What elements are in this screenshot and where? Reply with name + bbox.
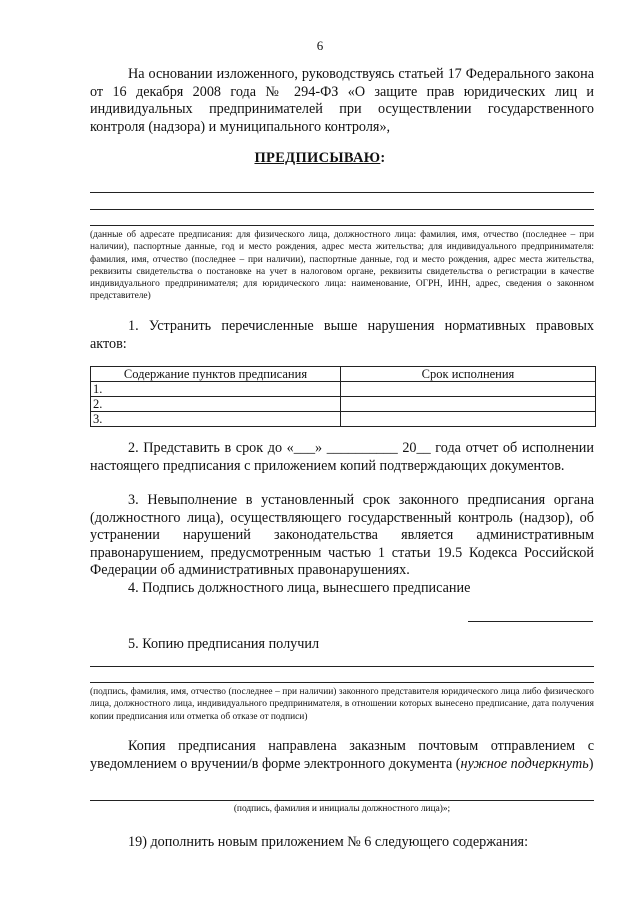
item-19: 19) дополнить новым приложением № 6 следующего содержания:	[128, 834, 529, 850]
heading-colon: :	[380, 150, 386, 166]
recipient-note: (подпись, фамилия, имя, отчество (последнее – при наличии) законного представителя юридического лица либо физического лица, должностного лица, индивидуального предпринимателя, в отношении которых вынесено предписание, дата получения копии предписания или отметка об отказе от подписи)	[90, 687, 594, 722]
table-cell	[340, 397, 595, 412]
table-cell: 3.	[91, 412, 341, 427]
recipient-line-1	[90, 666, 594, 667]
item-5: 5. Копию предписания получил	[128, 636, 320, 652]
table-header-deadline: Срок исполнения	[340, 367, 595, 382]
copy-sent-close: )	[588, 755, 594, 772]
copy-sent-emphasis: нужное подчеркнуть	[460, 755, 589, 772]
page-number: 6	[316, 38, 324, 53]
item-1: 1. Устранить перечисленные выше нарушения нормативных правовых актов:	[90, 318, 594, 352]
table-row	[91, 382, 596, 397]
intro-paragraph: На основании изложенного, руководствуясь статьей 17 Федерального закона от 16 декабря 2008 года № 294-ФЗ «О защите прав юридических лиц и индивидуальных предпринимателей при осуществлении государственного контроля (надзора) и муниципального контроля»,	[90, 66, 594, 135]
prescription-table	[90, 366, 596, 427]
addressee-line-2	[90, 209, 594, 210]
table-cell	[340, 382, 595, 397]
item-4: 4. Подпись должностного лица, вынесшего предписание	[128, 580, 471, 596]
item-3: 3. Невыполнение в установленный срок законного предписания органа (должностного лица), осуществляющего государственный контроль (надзор), об устранении нарушений законодательства является административным правонарушением, предусмотренным частью 1 статьи 19.5 Кодекса Российской Федерации об административных правонарушениях.	[90, 492, 594, 578]
table-cell: 1.	[91, 382, 341, 397]
addressee-line-1	[90, 192, 594, 193]
table-row	[91, 412, 596, 427]
table-cell: 2.	[91, 397, 341, 412]
official-signature-line	[468, 621, 593, 622]
heading-order	[0, 150, 640, 167]
table-cell	[340, 412, 595, 427]
official-note: (подпись, фамилия и инициалы должностного лица)»;	[233, 804, 451, 814]
recipient-line-2	[90, 682, 594, 683]
item-2: 2. Представить в срок до «___» __________ 20__ года отчет об исполнении настоящего предписания с приложением копий подтверждающих документов.	[90, 440, 594, 474]
table-header-row	[91, 367, 596, 382]
official-line	[90, 800, 594, 801]
addressee-note: (данные об адресате предписания: для физического лица, должностного лица: фамилия, имя, отчество (последнее – при наличии), паспортные данные, год и место рождения, адрес места жительства; для индивидуального предпринимателя: фамилия, имя, отчество (последнее – при наличии), паспортные данные, год и место рождения, адрес места жительства, реквизиты свидетельства о постановке на учет в налоговом органе, реквизиты свидетельства о регистрации в качестве индивидуального предпринимателя; для юридического лица: наименование, ОГРН, ИНН, адрес, сведения о законном представителе)	[90, 230, 594, 302]
table-header-content: Содержание пунктов предписания	[91, 367, 341, 382]
copy-sent-paragraph	[90, 738, 594, 773]
copy-sent-text: Копия предписания направлена заказным почтовым отправлением с уведомлением о вручении/в форме электронного документа (	[90, 738, 594, 772]
heading-text: ПРЕДПИСЫВАЮ	[254, 150, 381, 166]
addressee-line-3	[90, 225, 594, 226]
table-row	[91, 397, 596, 412]
